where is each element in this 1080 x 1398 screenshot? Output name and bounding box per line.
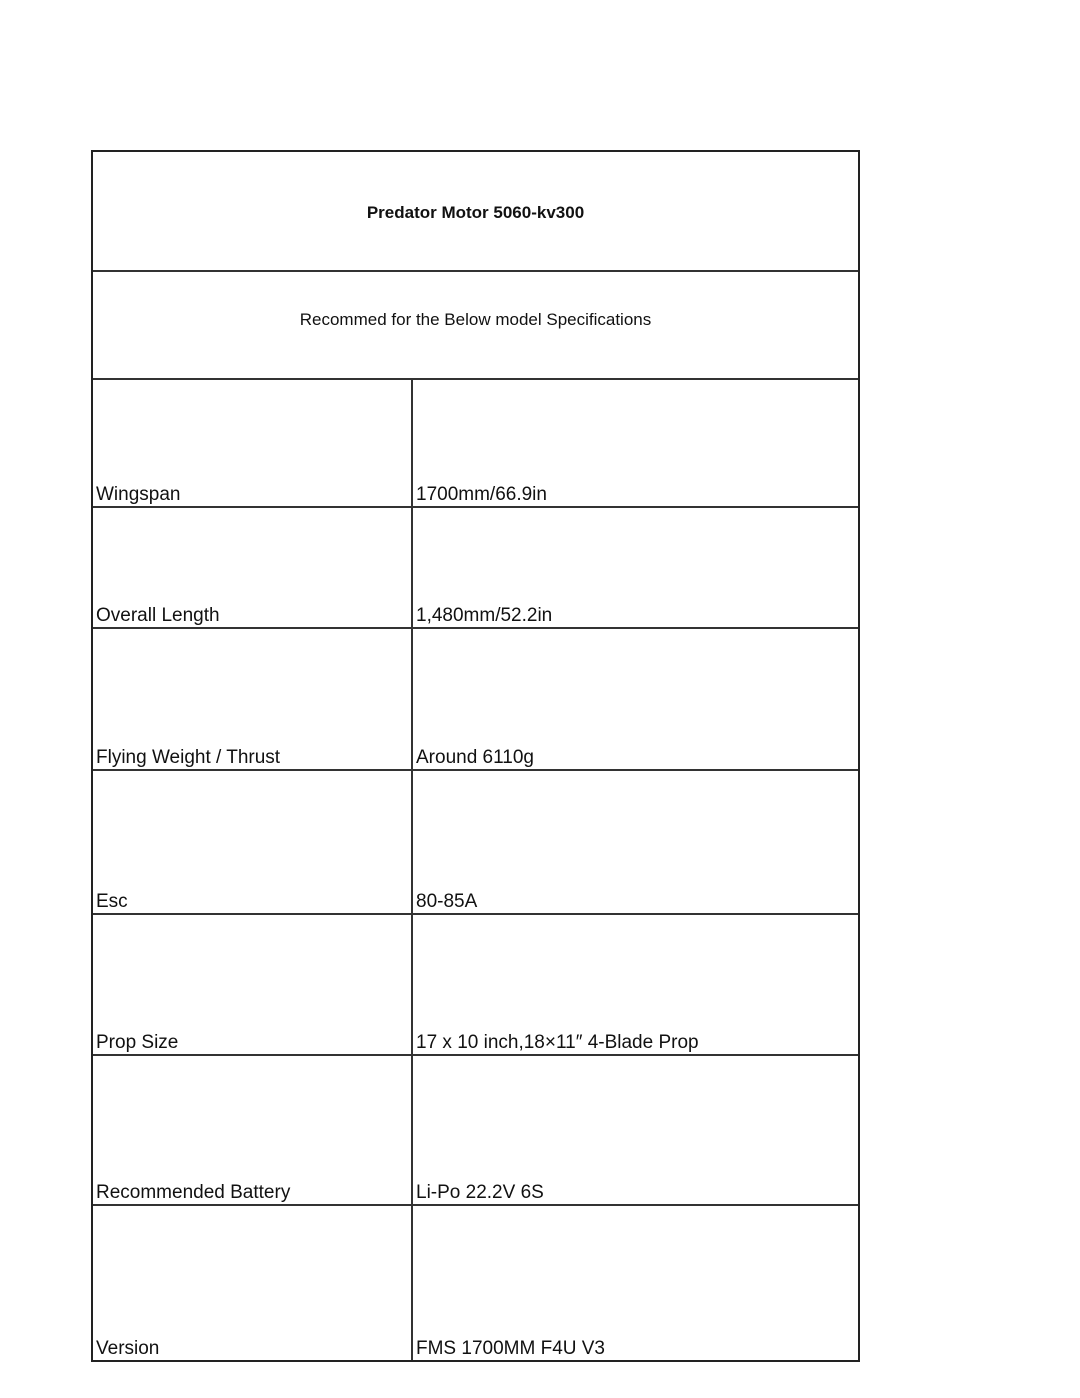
spec-value-cell [411, 1054, 858, 1204]
spec-table [91, 150, 860, 1362]
spec-value-cell [411, 506, 858, 627]
spec-label-cell [93, 378, 411, 506]
spec-label: Esc [96, 891, 128, 912]
spec-label: Flying Weight / Thrust [96, 747, 281, 768]
spec-row-overall-length [93, 506, 858, 629]
spec-row-recommended-battery [93, 1054, 858, 1206]
spec-label-cell [93, 913, 411, 1054]
spec-value: Around 6110g [416, 747, 534, 768]
spec-label: Overall Length [96, 605, 220, 626]
spec-row-wingspan [93, 378, 858, 508]
spec-label-cell [93, 1204, 411, 1360]
spec-label-cell [93, 769, 411, 913]
document-subtitle: Recommed for the Below model Specifications [299, 310, 652, 329]
spec-label: Wingspan [96, 484, 181, 505]
spec-label-cell [93, 506, 411, 627]
spec-label: Prop Size [96, 1032, 179, 1053]
spec-value: 17 x 10 inch,18×11″ 4-Blade Prop [416, 1032, 699, 1053]
spec-value-cell [411, 913, 858, 1054]
spec-row-flying-weight [93, 627, 858, 771]
spec-value-cell [411, 769, 858, 913]
spec-label-cell [93, 627, 411, 769]
spec-value: 1,480mm/52.2in [416, 605, 553, 626]
spec-label: Version [96, 1338, 160, 1359]
spec-label-cell [93, 1054, 411, 1204]
spec-value: 80-85A [416, 891, 478, 912]
spec-value-cell [411, 378, 858, 506]
spec-value-cell [411, 1204, 858, 1360]
document-title: Predator Motor 5060-kv300 [366, 203, 585, 222]
subtitle-row [93, 270, 858, 380]
spec-value: 1700mm/66.9in [416, 484, 547, 505]
spec-label: Recommended Battery [96, 1182, 291, 1203]
spec-value-cell [411, 627, 858, 769]
title-row [93, 152, 858, 272]
spec-value: Li-Po 22.2V 6S [416, 1182, 544, 1203]
spec-row-version [93, 1204, 858, 1360]
spec-value: FMS 1700MM F4U V3 [416, 1338, 605, 1359]
spec-row-esc [93, 769, 858, 915]
spec-row-prop-size [93, 913, 858, 1056]
